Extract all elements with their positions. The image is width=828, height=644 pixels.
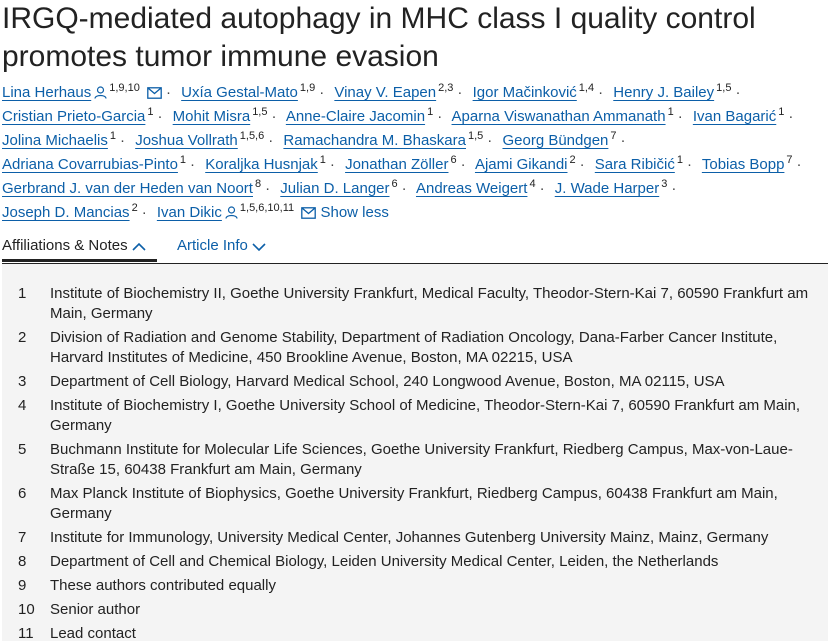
author-affiliation-refs: 6 [450, 154, 457, 166]
author-affiliation-refs: 1 [667, 106, 674, 118]
author-item [345, 156, 457, 173]
author-affiliation-refs: 1,5 [252, 106, 268, 118]
tab-article-info-label: Article Info [177, 237, 248, 254]
author-name-link[interactable]: Mohit Misra [172, 108, 251, 125]
author-affiliation-refs: 3 [661, 178, 668, 190]
author-item [473, 84, 595, 101]
affiliation-number: 11 [18, 625, 34, 642]
author-name-link[interactable]: Koraljka Husnjak [205, 156, 318, 173]
affiliation-text: Institute of Biochemistry II, Goethe University Frankfurt, Medical Faculty, Theodor-Stern-Kai 7, 60590 Frankfurt am Main, Germany [50, 285, 809, 322]
author-affiliation-refs: 1,9 [299, 82, 316, 94]
author-item [205, 156, 326, 173]
author-affiliation-refs: 1 [778, 106, 785, 118]
tab-affiliations-notes[interactable] [2, 236, 157, 262]
author-item [702, 156, 793, 173]
mail-icon[interactable] [301, 207, 316, 219]
author-item [613, 84, 731, 101]
author-item [2, 84, 162, 101]
author-name-link[interactable]: Aparna Viswanathan Ammanath [451, 108, 666, 125]
author-name-link[interactable]: Gerbrand J. van der Heden van Noort [2, 180, 253, 197]
affiliation-text: Senior author [50, 601, 141, 618]
author-affiliation-refs: 1,5 [716, 82, 732, 94]
author-affiliation-refs: 4 [529, 178, 536, 190]
author-affiliation-refs: 1,9,10 [109, 82, 140, 94]
affiliation-number: 4 [18, 397, 27, 414]
person-icon[interactable] [225, 206, 238, 219]
author-name-link[interactable]: Henry J. Bailey [613, 84, 715, 101]
author-item [475, 156, 576, 173]
author-name-link[interactable]: Anne-Claire Jacomin [285, 108, 426, 125]
author-affiliation-refs: 2 [131, 202, 138, 214]
author-item [595, 156, 683, 173]
tab-affiliations-label: Affiliations & Notes [2, 237, 128, 254]
author-name-link[interactable]: Cristian Prieto-Garcia [2, 108, 146, 125]
affiliation-number: 5 [18, 441, 27, 458]
affiliation-number: 8 [18, 553, 27, 570]
affiliation-text: These authors contributed equally [50, 577, 276, 594]
tab-bar [2, 236, 828, 264]
author-item [555, 180, 668, 197]
mail-icon[interactable] [147, 87, 162, 99]
author-name-link[interactable]: Jolina Michaelis [2, 132, 108, 149]
author-item [173, 108, 268, 125]
affiliation-text: Buchmann Institute for Molecular Life Sciences, Goethe University Frankfurt, Riedberg Campus, Max-von-Laue-Straße 15, 60438 Frankfurt am Main, Germany [50, 441, 793, 478]
author-affiliation-refs: 7 [786, 154, 793, 166]
author-affiliation-refs: 2 [569, 154, 576, 166]
author-item [286, 108, 433, 125]
author-name-link[interactable]: Lina Herhaus [2, 84, 92, 101]
author-name-link[interactable]: Julian D. Langer [280, 180, 390, 197]
author-affiliation-refs: 1,5,6,10,11 [239, 202, 295, 214]
author-item [135, 132, 264, 149]
author-name-link[interactable]: Georg Bündgen [502, 132, 609, 149]
author-affiliation-refs: 6 [391, 178, 398, 190]
author-name-link[interactable]: Igor Mačinković [472, 84, 577, 101]
article-title: IRGQ-mediated autophagy in MHC class I quality control promotes tumor immune evasion [2, 2, 756, 73]
show-less-link[interactable]: Show less [320, 204, 389, 221]
author-item [2, 180, 261, 197]
author-item [334, 84, 453, 101]
author-affiliation-refs: 1 [147, 106, 154, 118]
affiliation-number: 6 [18, 485, 27, 502]
author-name-link[interactable]: Uxía Gestal-Mato [181, 84, 298, 101]
author-item [2, 156, 186, 173]
affiliation-number: 1 [18, 285, 27, 302]
affiliation-number: 9 [18, 577, 27, 594]
affiliation-number: 3 [18, 373, 27, 390]
author-item [283, 132, 483, 149]
author-name-link[interactable]: Joshua Vollrath [135, 132, 238, 149]
affiliation-number: 2 [18, 329, 27, 346]
author-name-link[interactable]: Ajami Gikandi [474, 156, 568, 173]
author-affiliation-refs: 7 [610, 130, 617, 142]
author-item [280, 180, 397, 197]
author-name-link[interactable]: Ivan Dikic [156, 204, 222, 221]
affiliation-text: Institute of Biochemistry I, Goethe University School of Medicine, Theodor-Stern-Kai 7, 60590 Frankfurt am Main, Germany [50, 397, 801, 434]
author-name-link[interactable]: Ramachandra M. Bhaskara [283, 132, 466, 149]
author-name-link[interactable]: Andreas Weigert [415, 180, 528, 197]
author-affiliation-refs: 1 [676, 154, 683, 166]
author-item [157, 204, 316, 221]
affiliation-text: Lead contact [50, 625, 136, 642]
author-name-link[interactable]: J. Wade Harper [554, 180, 660, 197]
author-item [181, 84, 315, 101]
author-affiliation-refs: 1,5 [468, 130, 484, 142]
author-list: Lina Herhaus $^{1,9,10}$ · Uxía Gestal-Mato $^{1,9}$ · Vinay V. Eapen $^{2,3}$ · Igor Mačinković $^{1,4}$ · Henry J. Bailey $^{1,5}$ · Cristian Prieto-Garcia $^1$ · Mohit Misra $^{1,5}$ · Anne-Claire Jacomin $^1$ · Aparna Viswanathan Ammanath $^1$ · Ivan Bagarić $^1$ · Jolina Michaelis $^1$ · Joshua Vollrath $^{1,5,6}$ · Ramachandra M. Bhaskara $^{1,5}$ · Georg Bündgen $^7$ · Adriana Covarrubias-Pinto $^1$ · Koraljka Husnjak $^1$ · Jonathan Zöller $^6$ · Ajami Gikandi $^2$ · Sara Ribičić $^1$ · Tobias Bopp $^7$ · Gerbrand J. van der Heden van Noort $^8$ · Julian D. Langer $^6$ · Andreas Weigert $^4$ · J. Wade Harper $^3$ · Joseph D. Mancias $^2$ · Ivan Dikic $^{1,5,6,10,11}$ Show less [2, 82, 802, 221]
author-item [2, 108, 154, 125]
author-item [2, 204, 138, 221]
author-item [2, 132, 116, 149]
author-name-link[interactable]: Ivan Bagarić [692, 108, 777, 125]
author-affiliation-refs: 1,5,6 [239, 130, 265, 142]
author-item [452, 108, 674, 125]
author-affiliation-refs: 8 [254, 178, 262, 190]
author-item [502, 132, 616, 149]
author-name-link[interactable]: Sara Ribičić [594, 156, 675, 173]
chevron-down-icon [252, 242, 266, 252]
author-affiliation-refs: 1 [179, 154, 187, 166]
author-name-link[interactable]: Tobias Bopp [701, 156, 785, 173]
author-name-link[interactable]: Vinay V. Eapen [334, 84, 437, 101]
affiliation-text: Division of Radiation and Genome Stability, Department of Radiation Oncology, Dana-Farber Cancer Institute, Harvard Institutes of Medicine, 450 Brookline Avenue, Boston, MA 02215, USA [50, 329, 778, 366]
affiliation-number: 7 [18, 529, 27, 546]
affiliation-text: Institute for Immunology, University Medical Center, Johannes Gutenberg University Mainz, Mainz, Germany [50, 529, 769, 546]
author-affiliation-refs: 1 [427, 106, 434, 118]
affiliations-panel [2, 264, 828, 641]
affiliation-text: Department of Cell and Chemical Biology, Leiden University Medical Center, Leiden, the Netherlands [50, 553, 719, 570]
author-item [693, 108, 785, 125]
person-icon[interactable] [94, 86, 107, 99]
tab-article-info[interactable] [177, 236, 266, 262]
author-affiliation-refs: 2,3 [438, 82, 454, 94]
author-affiliation-refs: 1 [319, 154, 326, 166]
affiliation-text: Max Planck Institute of Biophysics, Goethe University Frankfurt, Riedberg Campus, 60438 Frankfurt am Main, Germany [50, 485, 778, 522]
chevron-up-icon [132, 242, 146, 252]
author-item [416, 180, 536, 197]
author-name-link[interactable]: Joseph D. Mancias [2, 204, 130, 221]
affiliation-text: Department of Cell Biology, Harvard Medical School, 240 Longwood Avenue, Boston, MA 02115, USA [50, 373, 725, 390]
author-affiliation-refs: 1 [109, 130, 117, 142]
author-name-link[interactable]: Jonathan Zöller [345, 156, 449, 173]
author-affiliation-refs: 1,4 [578, 82, 595, 94]
affiliation-number: 10 [18, 601, 35, 618]
author-name-link[interactable]: Adriana Covarrubias-Pinto [2, 156, 178, 173]
